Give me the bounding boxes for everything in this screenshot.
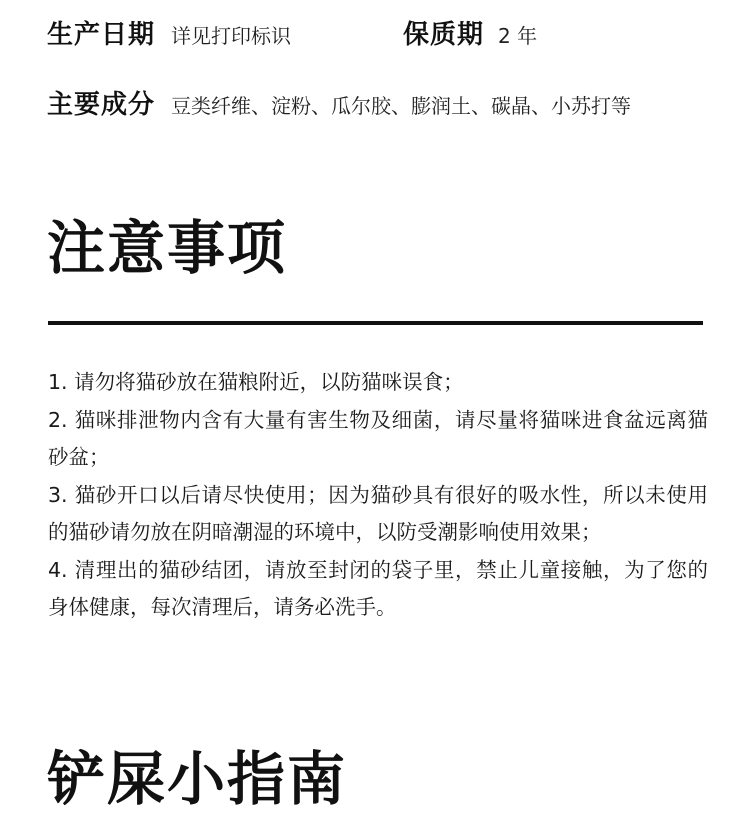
note-item: 3. 猫砂开口以后请尽快使用；因为猫砂具有很好的吸水性，所以未使用的猫砂请勿放在阴暗潮湿的环境中，以防受潮影响使用效果；: [48, 482, 708, 544]
note-item: 1. 请勿将猫砂放在猫粮附近，以防猫咪误食；: [48, 370, 464, 394]
ingredients-label: 主要成分: [47, 90, 156, 120]
shelf-life-label: 保质期: [403, 20, 485, 50]
guide-section-title: 铲屎小指南: [47, 745, 348, 813]
notes-list: [48, 364, 708, 627]
notes-section-title: 注意事项: [47, 214, 288, 282]
production-date-value: 详见打印标识: [171, 24, 292, 48]
info-row-dates: [47, 14, 537, 51]
production-date-label: 生产日期: [47, 20, 156, 50]
note-item: 4. 清理出的猫砂结团，请放至封闭的袋子里，禁止儿童接触，为了您的身体健康，每次清理后，请务必洗手。: [48, 557, 708, 619]
ingredients-value: 豆类纤维、淀粉、瓜尔胶、膨润土、碳晶、小苏打等: [171, 94, 632, 118]
note-item: 2. 猫咪排泄物内含有大量有害生物及细菌，请尽量将猫咪进食盆远离猫砂盆；: [48, 407, 708, 469]
section-divider: [48, 321, 703, 325]
shelf-life-value: 2 年: [498, 24, 538, 48]
info-row-ingredients: [47, 84, 631, 121]
